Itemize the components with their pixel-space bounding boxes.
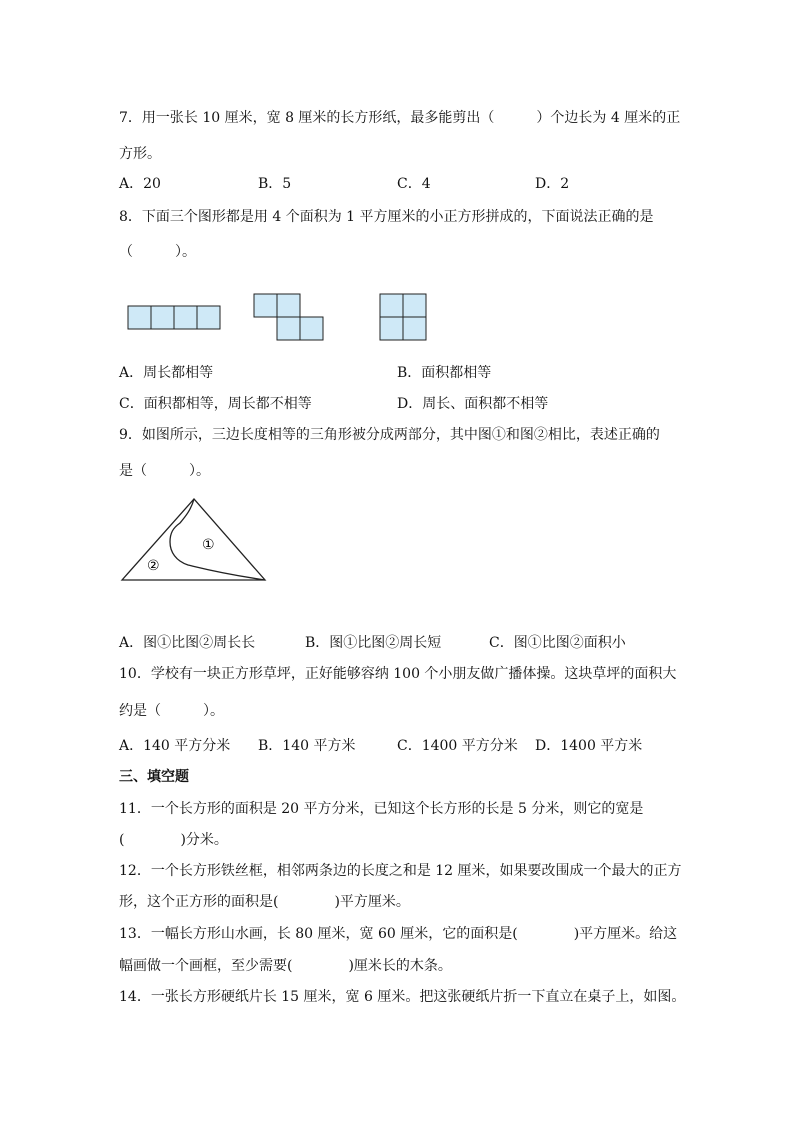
q11-text-line1: 11．一个长方形的面积是 20 平方分米，已知这个长方形的长是 5 分米，则它的宽是: [119, 801, 644, 817]
q9-option-b[interactable]: B．图①比图②周长短: [305, 635, 442, 651]
dividing-curve: [170, 499, 265, 580]
q10-option-b[interactable]: B．140 平方米: [258, 738, 356, 754]
q13-text-line2: 幅画做一个画框，至少需要( )厘米长的木条。: [119, 958, 452, 974]
region-label-1: ①: [202, 537, 215, 553]
q7-text-line2: 方形。: [119, 146, 161, 162]
q12-text-line1: 12．一个长方形铁丝框，相邻两条边的长度之和是 12 厘米，如果要改围成一个最大的正方: [119, 863, 682, 879]
q10-text-line1: 10．学校有一块正方形草坪，正好能够容纳 100 个小朋友做广播体操。这块草坪的面积大: [119, 666, 677, 682]
q7-text-line1: 7．用一张长 10 厘米，宽 8 厘米的长方形纸，最多能剪出（ ）个边长为 4 厘米的正: [119, 110, 681, 126]
q9-option-c[interactable]: C．图①比图②面积小: [489, 635, 626, 651]
triangle-outline: [122, 499, 265, 580]
q8-text-line2: （ ）。: [119, 244, 196, 260]
q14-text-line1: 14．一张长方形硬纸片长 15 厘米，宽 6 厘米。把这张硬纸片折一下直立在桌子上，如图。: [119, 989, 686, 1005]
section-title-fill-in: 三、填空题: [119, 769, 189, 785]
q8-option-a[interactable]: A．周长都相等: [119, 365, 214, 381]
q8-text-line1: 8．下面三个图形都是用 4 个面积为 1 平方厘米的小正方形拼成的，下面说法正确的是: [119, 209, 654, 225]
q10-option-a[interactable]: A．140 平方分米: [119, 738, 231, 754]
q13-text-line1: 13．一幅长方形山水画，长 80 厘米，宽 60 厘米，它的面积是( )平方厘米。给这: [119, 926, 678, 942]
q9-option-a[interactable]: A．图①比图②周长长: [119, 635, 256, 651]
q9-triangle-figure: [118, 495, 278, 585]
q8-option-c[interactable]: C．面积都相等，周长都不相等: [119, 396, 312, 412]
q8-option-b[interactable]: B．面积都相等: [397, 365, 492, 381]
q8-figures: [128, 294, 448, 344]
q7-option-d[interactable]: D．2: [535, 176, 570, 192]
q10-text-line2: 约是（ ）。: [119, 703, 224, 719]
figure-s-tetromino: [254, 294, 323, 340]
q10-option-d[interactable]: D．1400 平方米: [535, 738, 643, 754]
figure-straight-tetromino: [128, 306, 220, 329]
q12-text-line2: 形，这个正方形的面积是( )平方厘米。: [119, 894, 410, 910]
q7-option-a[interactable]: A．20: [119, 176, 161, 192]
figure-square-tetromino: [380, 294, 426, 340]
q7-option-c[interactable]: C．4: [397, 176, 431, 192]
q11-text-line2: ( )分米。: [119, 832, 228, 848]
q8-option-d[interactable]: D．周长、面积都不相等: [397, 396, 549, 412]
q7-option-b[interactable]: B．5: [258, 176, 292, 192]
q10-option-c[interactable]: C．1400 平方分米: [397, 738, 518, 754]
q9-text-line1: 9．如图所示，三边长度相等的三角形被分成两部分，其中图①和图②相比，表述正确的: [119, 427, 660, 443]
region-label-2: ②: [147, 558, 160, 574]
q9-text-line2: 是（ ）。: [119, 463, 210, 479]
